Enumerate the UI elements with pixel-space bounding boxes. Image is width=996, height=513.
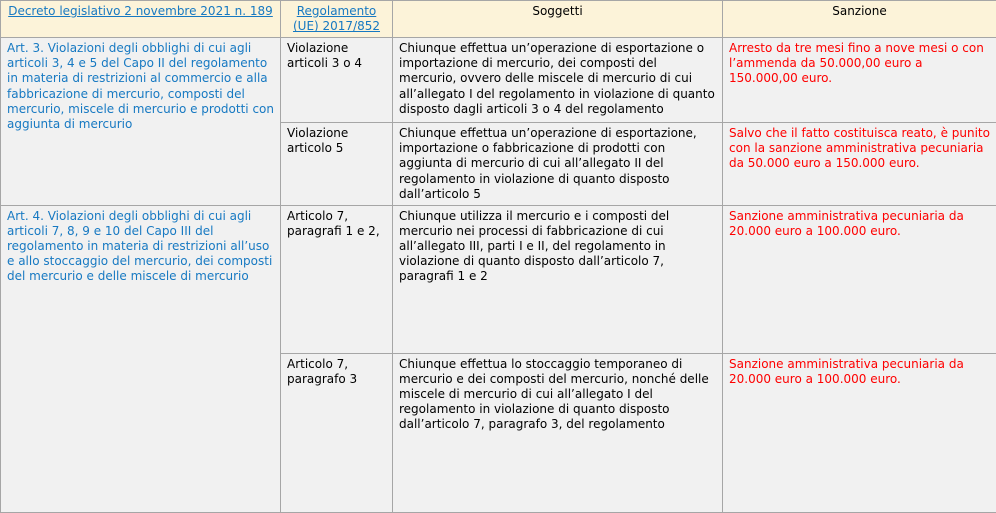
header-cell-soggetti bbox=[393, 1, 723, 38]
regolamento-text: Articolo 7, paragrafo 3 bbox=[287, 357, 357, 386]
cell-sanzione bbox=[723, 205, 996, 353]
cell-sanzione bbox=[723, 353, 996, 512]
cell-soggetti bbox=[393, 38, 723, 123]
sanzione-text: Arresto da tre mesi fino a nove mesi o con l’ammenda da 50.000,00 euro a 150.000,00 euro. bbox=[729, 41, 984, 85]
header-cell-regolamento bbox=[281, 1, 393, 38]
soggetti-text: Chiunque effettua lo stoccaggio temporaneo di mercurio e dei composti del mercurio, nonché delle miscele di mercurio di cui all’allegato I del regolamento in violazione di quanto disposto dall’articolo 7, paragrafo 3, del regolamento bbox=[399, 357, 709, 431]
soggetti-text: Chiunque effettua un’operazione di esportazione o importazione di mercurio, dei composti del mercurio, ovvero delle miscele di mercurio di cui all’allegato I del regolamento in violazione di quanto disposto dagli articoli 3 o 4 del regolamento bbox=[399, 41, 715, 115]
cell-regolamento bbox=[281, 38, 393, 123]
sanzione-text: Sanzione amministrativa pecuniaria da 20.000 euro a 100.000 euro. bbox=[729, 357, 964, 386]
header-cell-decreto bbox=[1, 1, 281, 38]
cell-soggetti bbox=[393, 353, 723, 512]
regolamento-text: Articolo 7, paragrafi 1 e 2, bbox=[287, 209, 380, 238]
cell-decreto-art4 bbox=[1, 205, 281, 512]
header-cell-sanzione bbox=[723, 1, 996, 38]
cell-sanzione bbox=[723, 38, 996, 123]
cell-soggetti bbox=[393, 123, 723, 206]
cell-soggetti bbox=[393, 205, 723, 353]
regolamento-text: Violazione articoli 3 o 4 bbox=[287, 41, 362, 70]
decreto-art4-text: Art. 4. Violazioni degli obblighi di cui agli articoli 7, 8, 9 e 10 del Capo III del regolamento in materia di restrizioni all’uso e allo stoccaggio del mercurio, dei composti del mercurio e delle miscele di mercurio bbox=[7, 209, 272, 283]
regolamento-ue-link[interactable]: Regolamento (UE) 2017/852 bbox=[293, 4, 380, 33]
decreto-art3-text: Art. 3. Violazioni degli obblighi di cui agli articoli 3, 4 e 5 del Capo II del regolamento in materia di restrizioni al commercio e alla fabbricazione di mercurio, composti del mercurio, miscele di mercurio e prodotti con aggiunta di mercurio bbox=[7, 41, 274, 131]
cell-regolamento bbox=[281, 205, 393, 353]
soggetti-text: Chiunque effettua un’operazione di esportazione, importazione o fabbricazione di prodotti con aggiunta di mercurio di cui all’allegato II del regolamento in violazione di quanto disposto dall’articolo 5 bbox=[399, 126, 697, 200]
table-row bbox=[1, 205, 996, 353]
cell-decreto-art3 bbox=[1, 38, 281, 206]
table-row bbox=[1, 38, 996, 123]
sanzione-text: Salvo che il fatto costituisca reato, è punito con la sanzione amministrativa pecuniaria da 50.000 euro a 150.000 euro. bbox=[729, 126, 990, 170]
cell-regolamento bbox=[281, 123, 393, 206]
header-label-soggetti: Soggetti bbox=[532, 4, 582, 18]
header-label-sanzione: Sanzione bbox=[832, 4, 887, 18]
regolamento-text: Violazione articolo 5 bbox=[287, 126, 348, 155]
sanzione-text: Sanzione amministrativa pecuniaria da 20.000 euro a 100.000 euro. bbox=[729, 209, 964, 238]
decreto-legislativo-link[interactable]: Decreto legislativo 2 novembre 2021 n. 189 bbox=[8, 4, 273, 18]
cell-sanzione bbox=[723, 123, 996, 206]
header-row bbox=[1, 1, 996, 38]
cell-regolamento bbox=[281, 353, 393, 512]
soggetti-text: Chiunque utilizza il mercurio e i composti del mercurio nei processi di fabbricazione di cui all’allegato III, parti I e II, del regolamento in violazione di quanto disposto dall’articolo 7, paragrafi 1 e 2 bbox=[399, 209, 669, 283]
